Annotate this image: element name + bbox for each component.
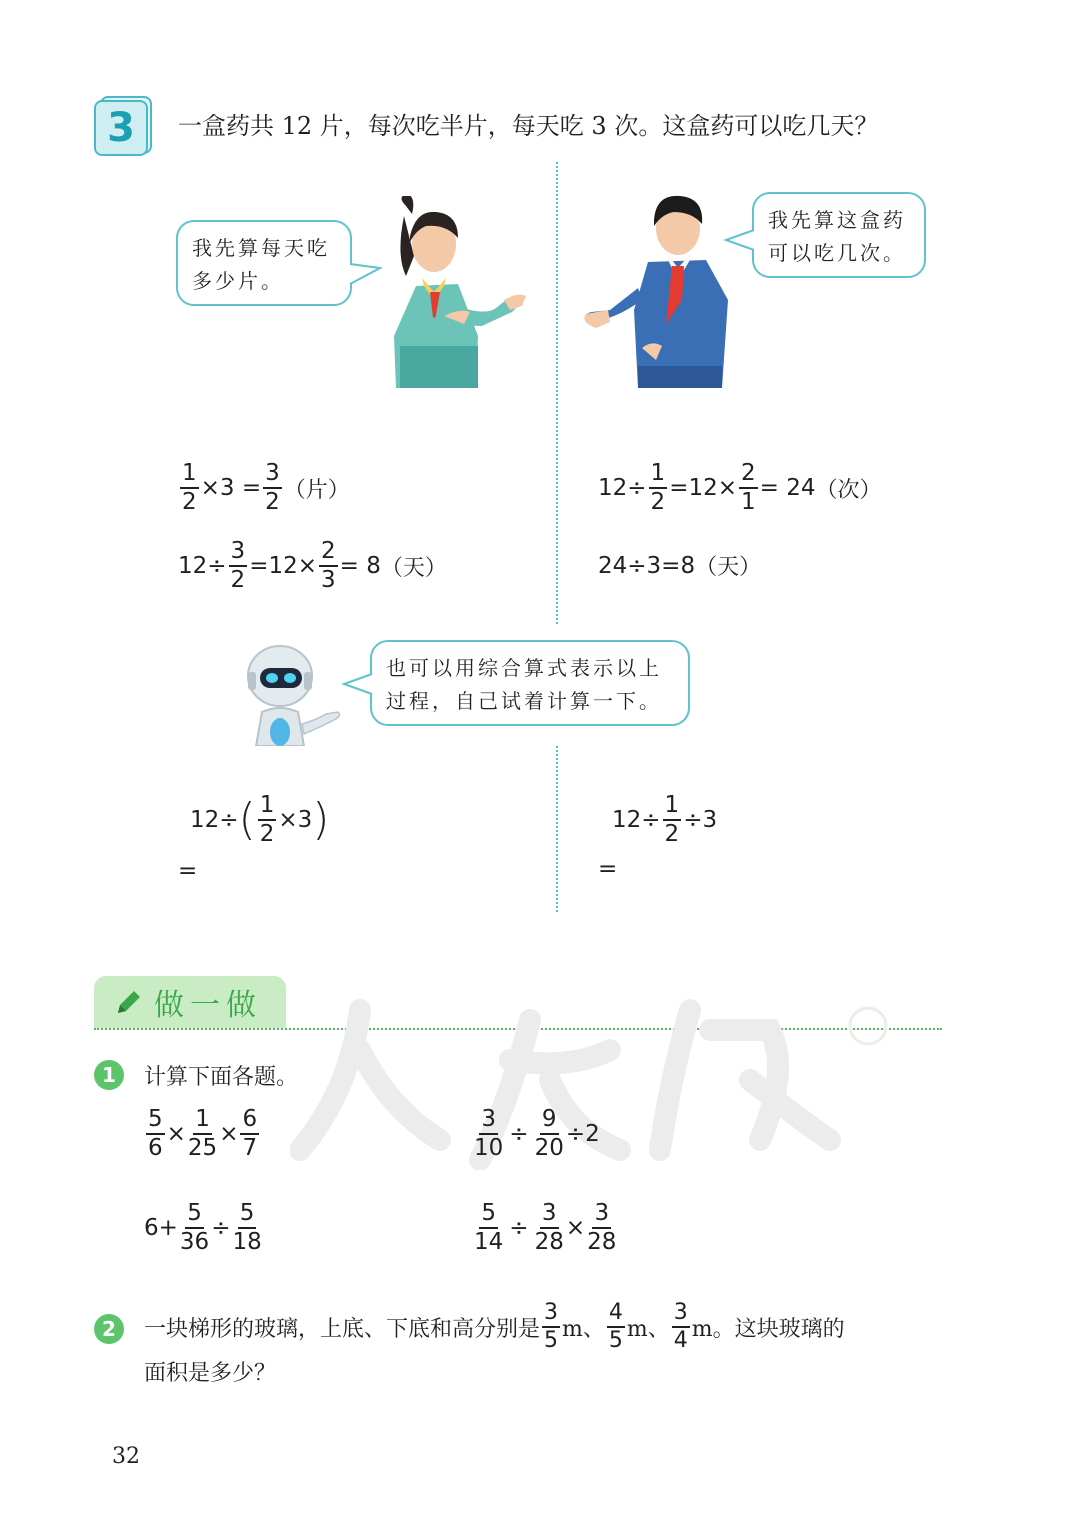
combined-left-equals: = bbox=[178, 858, 198, 884]
left-equation-2: 12÷ $\frac{3}{2}$ =12× $\frac{2}{3}$ = 8 （天） bbox=[178, 538, 447, 593]
girl-bubble-line1: 我先算每天吃 bbox=[192, 236, 330, 260]
fraction: $\frac{3}{2}$ bbox=[265, 460, 280, 515]
left-equation-1: $\frac{1}{2}$ ×3 = $\frac{3}{2}$ （片） bbox=[182, 460, 350, 515]
unit-label: （天） bbox=[380, 555, 447, 581]
fraction: $\frac{5}{36}$ bbox=[179, 1200, 210, 1255]
fraction: $\frac{2}{1}$ bbox=[741, 460, 756, 515]
combined-expression-left: 12÷ ( $\frac{1}{2}$ ×3 ) bbox=[190, 792, 330, 847]
fraction: $\frac{1}{25}$ bbox=[187, 1106, 218, 1161]
question-2-line2: 面积是多少？ bbox=[144, 1361, 277, 1386]
robot-bubble-line2: 过程，自己试着计算一下。 bbox=[386, 689, 662, 713]
combined-expression-right: 12÷ $\frac{1}{2}$ ÷3 bbox=[612, 792, 718, 847]
problem-4: $\frac{5}{14}$ ÷ $\frac{3}{28}$ × $\frac{3}{28}$ bbox=[474, 1200, 617, 1255]
boy-bubble-tail bbox=[724, 228, 756, 254]
combined-right-equals: = bbox=[598, 856, 618, 882]
unit-label: （片） bbox=[283, 477, 350, 503]
fraction: $\frac{9}{20}$ bbox=[534, 1106, 564, 1161]
fraction: $\frac{1}{2}$ bbox=[182, 460, 197, 515]
fraction: $\frac{5}{18}$ bbox=[232, 1200, 262, 1255]
fraction: $\frac{5}{14}$ bbox=[474, 1200, 504, 1255]
example-question: 一盒药共 12 片，每次吃半片，每天吃 3 次。这盒药可以吃几天？ bbox=[178, 112, 879, 140]
question-2-badge: 2 bbox=[94, 1314, 124, 1344]
pencil-icon bbox=[114, 987, 144, 1017]
right-equation-2: 24÷3=8 （天） bbox=[598, 550, 761, 581]
girl-bubble-line2: 多少片。 bbox=[192, 269, 284, 293]
fraction: $\frac{6}{7}$ bbox=[242, 1106, 258, 1161]
problem-3: 6+ $\frac{5}{36}$ ÷ $\frac{5}{18}$ bbox=[144, 1200, 262, 1255]
fraction: $\frac{3}{5}$ bbox=[544, 1300, 559, 1353]
fraction: $\frac{3}{28}$ bbox=[534, 1200, 564, 1255]
fraction: $\frac{5}{6}$ bbox=[148, 1106, 163, 1161]
column-divider-top bbox=[556, 162, 558, 624]
fraction: $\frac{1}{2}$ bbox=[664, 792, 680, 847]
fraction: $\frac{3}{2}$ bbox=[230, 538, 246, 593]
robot-illustration bbox=[242, 642, 346, 746]
column-divider-bottom bbox=[556, 746, 558, 912]
boy-student-illustration bbox=[582, 190, 732, 388]
girl-student-illustration bbox=[386, 196, 532, 388]
page-number: 32 bbox=[112, 1444, 140, 1469]
practice-title: 做一做 bbox=[154, 988, 262, 1023]
example-number: 3 bbox=[94, 100, 148, 156]
unit-label: （天） bbox=[695, 555, 762, 580]
question-1-badge: 1 bbox=[94, 1060, 124, 1090]
girl-bubble-tail bbox=[348, 262, 382, 288]
fraction: $\frac{2}{3}$ bbox=[321, 538, 336, 593]
robot-bubble-tail bbox=[342, 672, 374, 698]
fraction: $\frac{4}{5}$ bbox=[608, 1300, 623, 1353]
boy-bubble-line1: 我先算这盒药 bbox=[768, 208, 906, 232]
boy-bubble-line2: 可以吃几次。 bbox=[768, 241, 906, 265]
unit-label: （次） bbox=[815, 477, 882, 503]
practice-header bbox=[94, 976, 286, 1028]
right-equation-1: 12÷ $\frac{1}{2}$ =12× $\frac{2}{1}$ = 24 （次） bbox=[598, 460, 882, 515]
girl-speech-bubble bbox=[176, 220, 352, 306]
fraction: $\frac{3}{4}$ bbox=[673, 1300, 688, 1353]
question-2-line1: 一块梯形的玻璃，上底、下底和高分别是 $\frac{3}{5}$ m、 $\frac{4}{5}$ m、 $\frac{3}{4}$ m。这块玻璃的 bbox=[144, 1300, 845, 1353]
problem-1: $\frac{5}{6}$ × $\frac{1}{25}$ × $\frac{6}{7}$ bbox=[148, 1106, 258, 1161]
fraction: $\frac{1}{2}$ bbox=[650, 460, 666, 515]
problem-2: $\frac{3}{10}$ ÷ $\frac{9}{20}$ ÷2 bbox=[474, 1106, 600, 1161]
example-number-box bbox=[94, 96, 150, 154]
fraction: $\frac{1}{2}$ bbox=[259, 792, 275, 847]
robot-bubble-line1: 也可以用综合算式表示以上 bbox=[386, 656, 662, 680]
fraction: $\frac{3}{10}$ bbox=[474, 1106, 504, 1161]
fraction: $\frac{3}{28}$ bbox=[587, 1200, 617, 1255]
robot-speech-bubble bbox=[370, 640, 690, 726]
question-1-text: 计算下面各题。 bbox=[144, 1065, 299, 1090]
boy-speech-bubble bbox=[752, 192, 926, 278]
